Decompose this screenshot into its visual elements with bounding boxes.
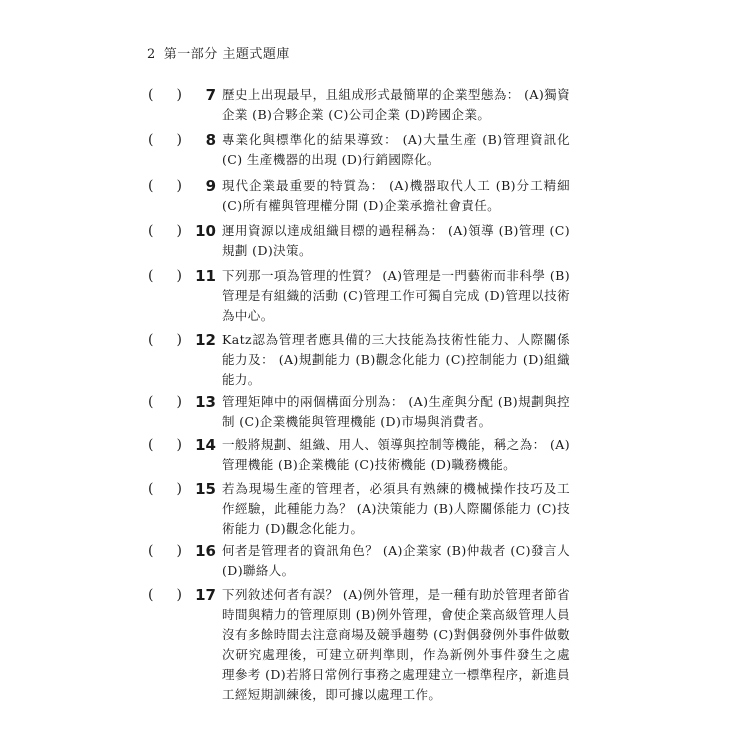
running-header: [147, 43, 290, 62]
section-title: 第一部分 主題式題庫: [163, 47, 290, 62]
question-text: 專業化與標準化的結果導致： (A)大量生產 (B)管理資訊化 (C) 生產機器的出現 (D)行銷國際化。: [222, 132, 570, 167]
question-number: 16: [195, 542, 216, 560]
answer-blank[interactable]: ( ): [148, 178, 182, 194]
question-number: 14: [195, 436, 216, 454]
answer-blank[interactable]: ( ): [148, 394, 182, 410]
question-text: 運用資源以達成組織目標的過程稱為： (A)領導 (B)管理 (C)規劃 (D)決策。: [222, 223, 570, 258]
question-text: Katz認為管理者應具備的三大技能為技術性能力、人際關係能力及： (A)規劃能力 (B)觀念化能力 (C)控制能力 (D)組織能力。: [222, 332, 570, 387]
question-number: 7: [205, 86, 216, 104]
question-number: 10: [195, 222, 216, 240]
answer-blank[interactable]: ( ): [148, 437, 182, 453]
question-text: 何者是管理者的資訊角色？ (A)企業家 (B)仲裁者 (C)發言人 (D)聯絡人。: [222, 543, 570, 578]
question-number: 17: [195, 586, 216, 604]
question-text: 管理矩陣中的兩個構面分別為： (A)生產與分配 (B)規劃與控制 (C)企業機能與管理機能 (D)市場與消費者。: [222, 394, 570, 429]
question-text: 若為現場生產的管理者，必須具有熟練的機械操作技巧及工作經驗，此種能力為？ (A)決策能力 (B)人際關係能力 (C)技術能力 (D)觀念化能力。: [222, 481, 570, 536]
question-text: 一般將規劃、組織、用人、領導與控制等機能，稱之為： (A)管理機能 (B)企業機能 (C)技術機能 (D)職務機能。: [222, 437, 570, 472]
question-text: 下列敘述何者有誤？ (A)例外管理，是一種有助於管理者節省時間與精力的管理原則 (B)例外管理，會使企業高級管理人員沒有多餘時間去注意商場及競爭趨勢 (C)對偶發例外事件做數次研究處理後，可建立研判準則，作為新例外事件發生之處理參考 (D)若將日常例行事務之處理建立一標準程序，新進員工經短期訓練後，即可據以處理工作。: [222, 587, 570, 702]
question-text: 下列那一項為管理的性質？ (A)管理是一門藝術而非科學 (B)管理是有組織的活動 (C)管理工作可獨自完成 (D)管理以技術為中心。: [222, 268, 570, 323]
page-number: 2: [147, 47, 156, 62]
question-number: 13: [195, 393, 216, 411]
question-number: 12: [195, 331, 216, 349]
answer-blank[interactable]: ( ): [148, 87, 182, 103]
answer-blank[interactable]: ( ): [148, 223, 182, 239]
question-text: 現代企業最重要的特質為： (A)機器取代人工 (B)分工精細 (C)所有權與管理權分開 (D)企業承擔社會責任。: [222, 178, 570, 213]
question-number: 9: [205, 177, 216, 195]
answer-blank[interactable]: ( ): [148, 268, 182, 284]
answer-blank[interactable]: ( ): [148, 481, 182, 497]
answer-blank[interactable]: ( ): [148, 587, 182, 603]
answer-blank[interactable]: ( ): [148, 132, 182, 148]
question-text: 歷史上出現最早，且組成形式最簡單的企業型態為： (A)獨資企業 (B)合夥企業 (C)公司企業 (D)跨國企業。: [222, 87, 570, 122]
question-number: 8: [205, 131, 216, 149]
question-number: 15: [195, 480, 216, 498]
answer-blank[interactable]: ( ): [148, 543, 182, 559]
question-number: 11: [195, 267, 216, 285]
answer-blank[interactable]: ( ): [148, 332, 182, 348]
